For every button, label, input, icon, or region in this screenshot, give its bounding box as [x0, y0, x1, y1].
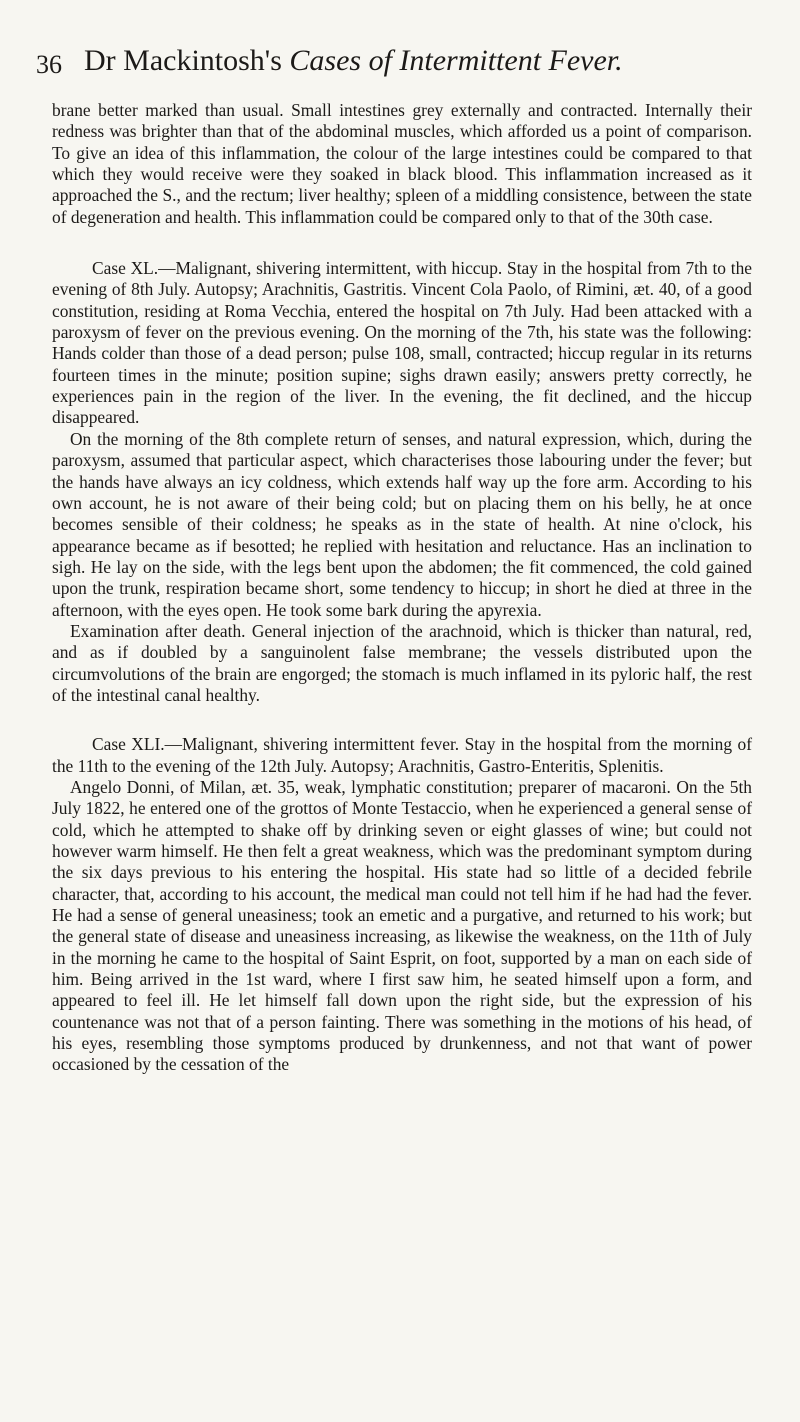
paragraph-examination: Examination after death. General injection of the arachnoid, which is thicker than natural, red, and as if doubled by a sanguinolent false membrane; the vessels distributed upon the circumvolutions of the brain are engorged; the stomach is much inflamed in its pyloric half, the rest of the intestinal canal healthy. — [52, 620, 752, 705]
paragraph-case-xl-day2: On the morning of the 8th complete return of senses, and natural expression, which, during the paroxysm, assumed that particular aspect, which characterises those labouring under the fever; but the hands have always an icy coldness, which extends half way up the fore arm. According to his own account, he is not aware of their being cold; but on placing them on his belly, he at once becomes sensible of their coldness; he speaks as in the state of health. At nine o'clock, his appearance became as if besotted; he replied with hesitation and reluctance. Has an inclination to sigh. He lay on the side, with the legs bent upon the abdomen; the fit commenced, the cold gained upon the trunk, respiration became short, some tendency to hiccup; in short he died at three in the afternoon, with the eyes open. He took some bark during the apyrexia. — [52, 428, 752, 620]
running-title — [84, 44, 623, 78]
paragraph-continuation: brane better marked than usual. Small intestines grey externally and contracted. Internally their redness was brighter than that of the abdominal muscles, which afforded us a point of comparison. To give an idea of this inflammation, the colour of the large intestines could be compared to that which they would receive were they soaked in black blood. This inflammation increased as it approached the S., and the rectum; liver healthy; spleen of a middling consistence, between the state of degeneration and health. This inflammation could be compared only to that of the 30th case. — [52, 100, 752, 227]
paragraph-case-xli: Case XLI.—Malignant, shivering intermittent fever. Stay in the hospital from the morning of the 11th to the evening of the 12th July. Autopsy; Arachnitis, Gastro-Enteritis, Splenitis. — [52, 734, 752, 776]
body-text — [52, 100, 752, 1076]
running-title-subject: Cases of Intermittent Fever. — [289, 44, 623, 77]
paragraph-case-xl: Case XL.—Malignant, shivering intermittent, with hiccup. Stay in the hospital from 7th to the evening of 8th July. Autopsy; Arachnitis, Gastritis. Vincent Cola Paolo, of Rimini, æt. 40, of a good constitution, residing at Roma Vecchia, entered the hospital on 7th July. Had been attacked with a paroxysm of fever on the previous evening. On the morning of the 7th, his state was the following: Hands colder than those of a dead person; pulse 108, small, contracted; hiccup regular in its returns fourteen times in the minute; position supine; sighs drawn easily; answers pretty correctly, he experiences pain in the region of the liver. In the evening, the fit declined, and the hiccup disappeared. — [52, 258, 752, 428]
running-title-author: Dr Mackintosh's — [84, 44, 290, 77]
page-header — [36, 40, 736, 88]
paragraph-case-xli-history: Angelo Donni, of Milan, æt. 35, weak, lymphatic constitution; preparer of macaroni. On the 5th July 1822, he entered one of the grottos of Monte Testaccio, when he experienced a general sense of cold, which he attempted to shake off by drinking seven or eight glasses of wine; but could not however warm himself. He then felt a great weakness, which was the predominant symptom during the six days previous to his entering the hospital. His state had so little of a decided febrile character, that, according to his account, the medical man could not tell him if he had had the fever. He had a sense of general uneasiness; took an emetic and a purgative, and returned to his work; but the general state of disease and uneasiness increasing, as likewise the weakness, on the 11th of July in the morning he came to the hospital of Saint Esprit, on foot, supported by a man on each side of him. Being arrived in the 1st ward, where I first saw him, he seated himself upon a form, and appeared to feel ill. He let himself fall down upon the right side, but the expression of his countenance was not that of a person fainting. There was something in the motions of his head, of his eyes, resembling those symptoms produced by drunkenness, and not that want of power occasioned by the cessation of the — [52, 776, 752, 1075]
page-number: 36 — [36, 50, 62, 79]
